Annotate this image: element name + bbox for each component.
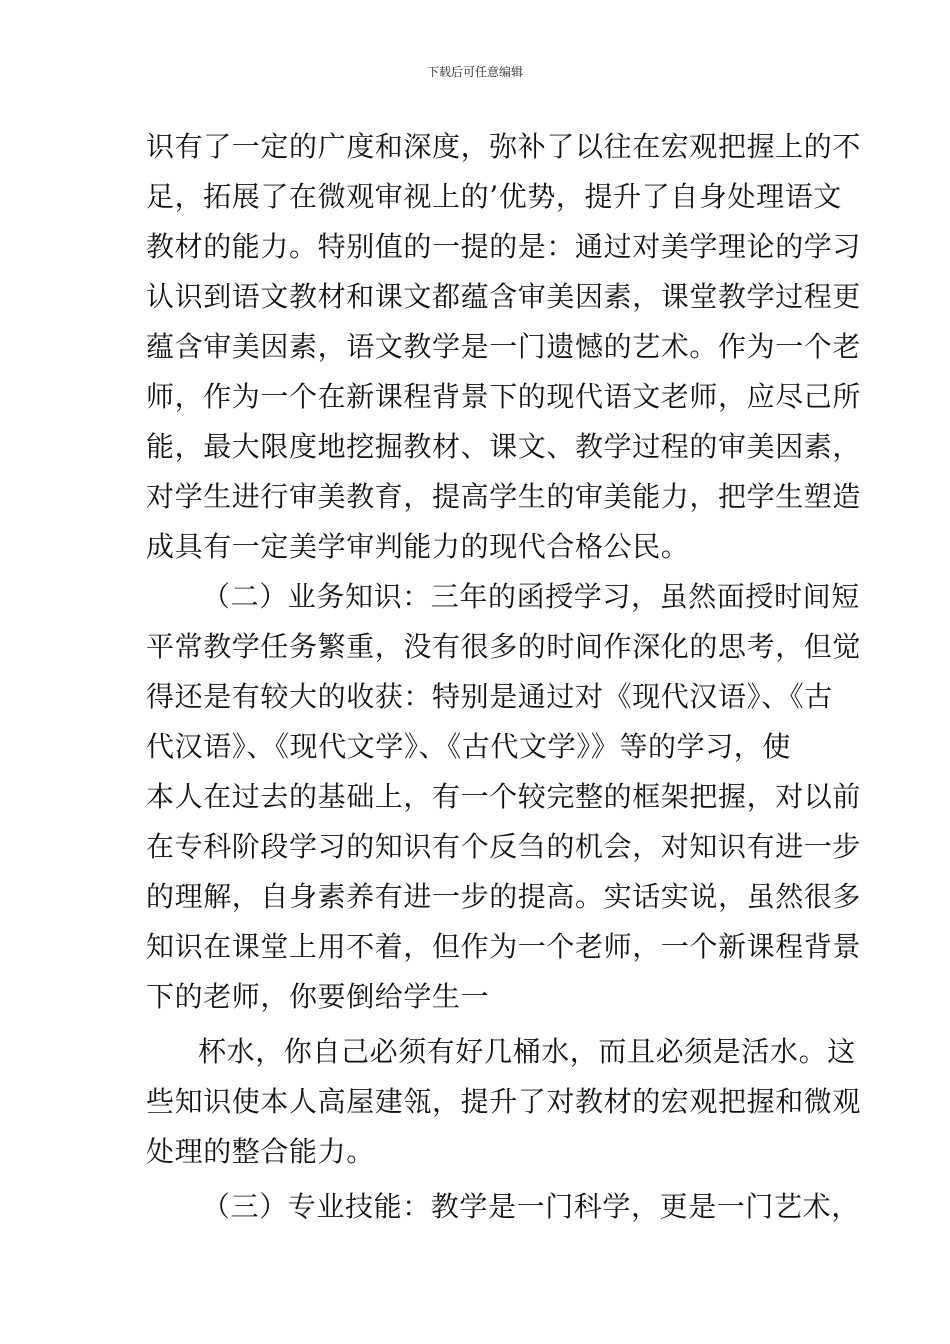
paragraph-water-metaphor xyxy=(146,1022,862,1177)
text-line: 杯水，你自己必须有好几桶水，而且必须是活水。这 xyxy=(198,1035,856,1068)
text-line: 成具有一定美学审判能力的现代合格公民。 xyxy=(146,530,690,563)
text-line: 对学生进行审美教育，提高学生的审美能力，把学生塑造 xyxy=(146,480,862,513)
text-line: 蕴含审美因素，语文教学是一门遗憾的艺术。作为一个老 xyxy=(146,330,862,363)
section-heading-line: （二）业务知识：三年的函授学习，虽然面授时间短 xyxy=(202,580,860,613)
page-header: 下载后可任意编辑 xyxy=(426,65,523,79)
text-line: 些知识使本人高屋建瓴，提升了对教材的宏观把握和微观 xyxy=(146,1085,862,1118)
text-line: 足，拓展了在微观审视上的’优势，提升了自身处理语文 xyxy=(146,180,842,213)
paragraph-professional-skills xyxy=(146,1177,860,1232)
paragraph-aesthetics-continued xyxy=(146,122,862,572)
text-line: 的理解，自身素养有进一步的提高。实话实说，虽然很多 xyxy=(146,880,862,913)
text-line: 代汉语》、《现代文学》、《古代文学》》等的学习，使 xyxy=(146,730,792,763)
text-line: 认识到语文教材和课文都蕴含审美因素，课堂教学过程更 xyxy=(146,280,862,313)
paragraph-business-knowledge xyxy=(146,572,862,1022)
document-body xyxy=(146,122,862,1232)
text-line: 识有了一定的广度和深度，弥补了以往在宏观把握上的不 xyxy=(146,130,862,163)
text-line: 本人在过去的基础上，有一个较完整的框架把握，对以前 xyxy=(146,780,862,813)
text-line: 教材的能力。特别值的一提的是：通过对美学理论的学习 xyxy=(146,230,862,263)
text-line: 处理的整合能力。 xyxy=(146,1135,375,1168)
text-line: 能，最大限度地挖掘教材、课文、教学过程的审美因素， xyxy=(146,430,862,463)
text-line: 下的老师，你要倒给学生一 xyxy=(146,980,490,1013)
text-line: 在专科阶段学习的知识有个反刍的机会，对知识有进一步 xyxy=(146,830,862,863)
text-line: 得还是有较大的收获：特别是通过对《现代汉语》、《古 xyxy=(146,680,834,713)
text-line: 知识在课堂上用不着，但作为一个老师，一个新课程背景 xyxy=(146,930,862,963)
text-line: 平常教学任务繁重，没有很多的时间作深化的思考，但觉 xyxy=(146,630,862,663)
text-line: 师，作为一个在新课程背景下的现代语文老师，应尽己所 xyxy=(146,380,862,413)
section-heading-line: （三）专业技能：教学是一门科学，更是一门艺术， xyxy=(202,1190,860,1223)
